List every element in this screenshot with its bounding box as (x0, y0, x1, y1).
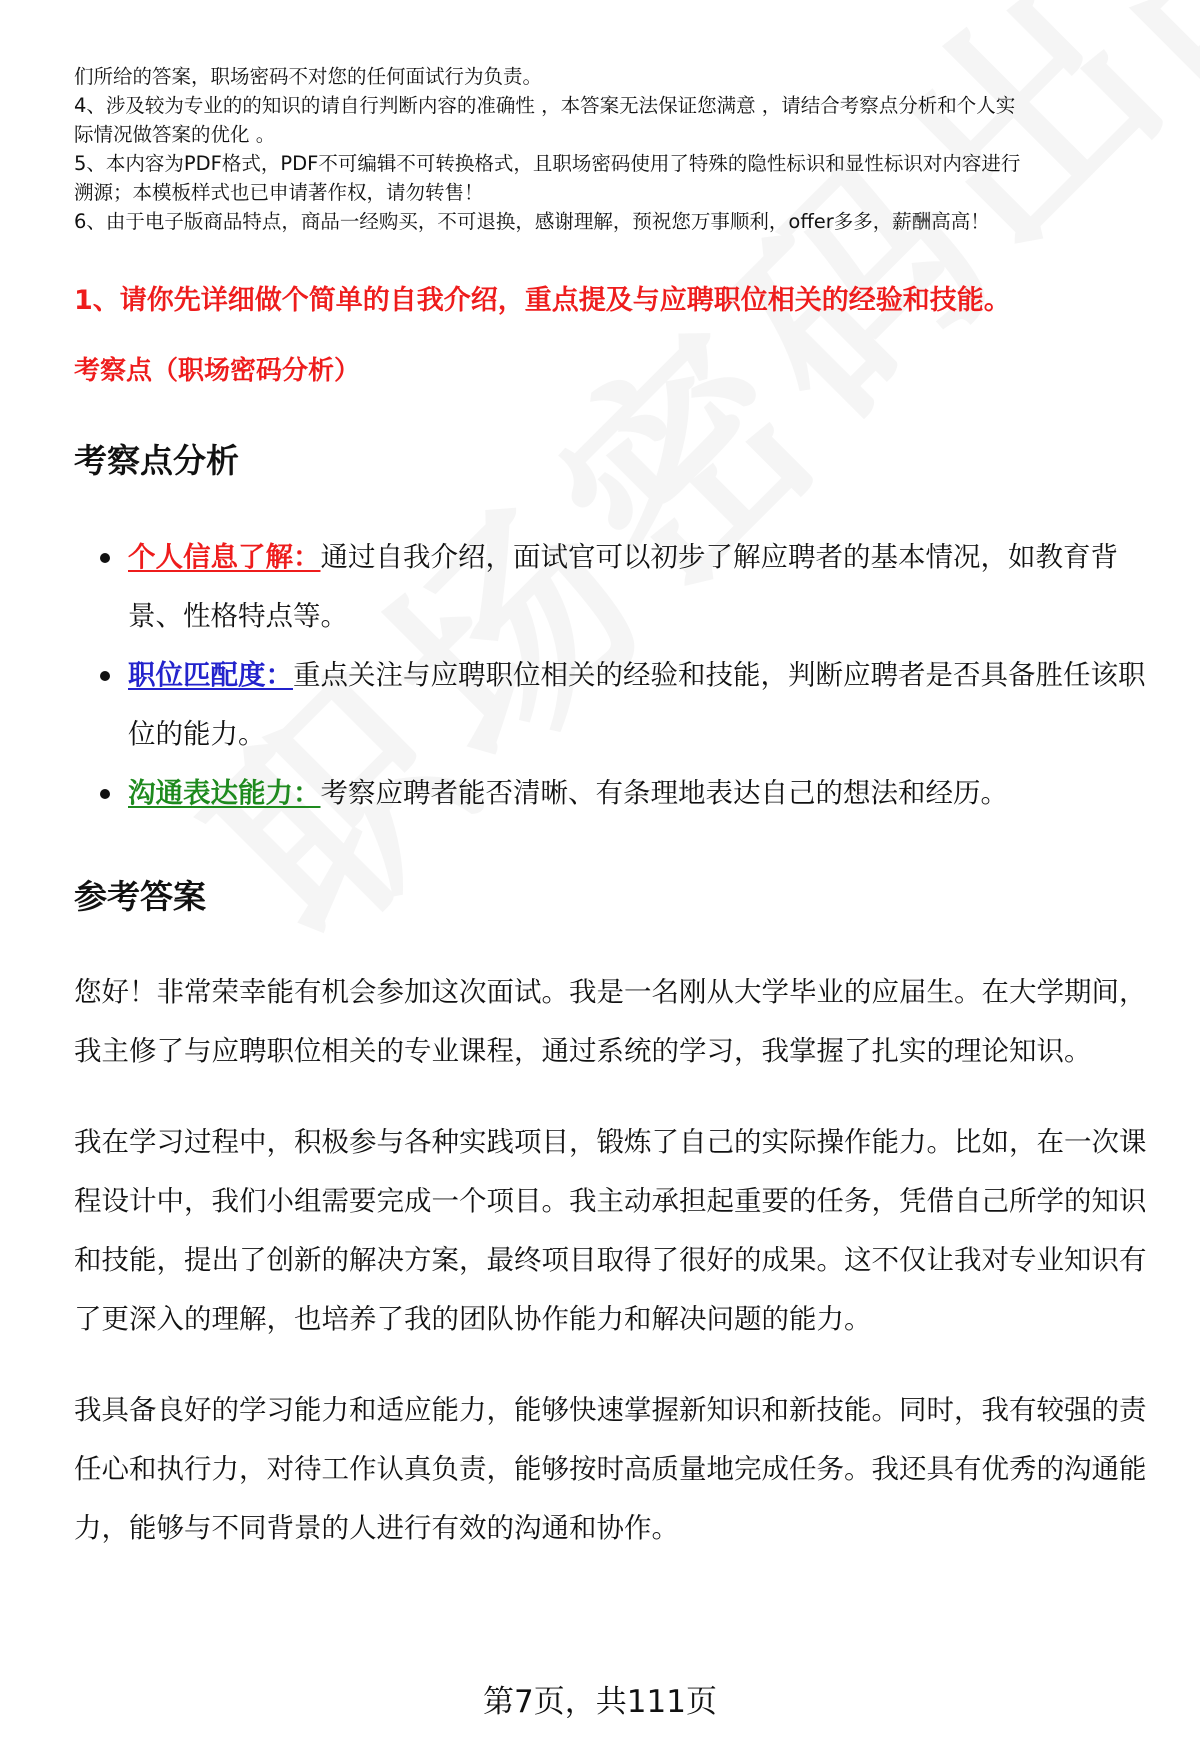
notice-line: 溯源；本模板样式也已申请著作权，请勿转售！ (74, 181, 484, 204)
list-item (128, 646, 1148, 764)
list-item (128, 528, 1148, 646)
notice-block (74, 62, 1164, 236)
point-text: 通过自我介绍，面试官可以初步了解应聘者的基本情况，如教育背景、性格特点等。 (128, 541, 1118, 632)
bullet-dot-icon (100, 789, 110, 799)
answer-paragraph: 您好！非常荣幸能有机会参加这次面试。我是一名刚从大学毕业的应届生。在大学期间，我主修了与应聘职位相关的专业课程，通过系统的学习，我掌握了扎实的理论知识。 (74, 976, 1147, 1067)
point-keyword: 个人信息了解： (128, 541, 321, 573)
notice-line: 们所给的答案，职场密码不对您的任何面试行为负责。 (74, 65, 543, 88)
answer-paragraph: 我具备良好的学习能力和适应能力，能够快速掌握新知识和新技能。同时，我有较强的责任心和执行力，对待工作认真负责，能够按时高质量地完成任务。我还具有优秀的沟通能力，能够与不同背景的人进行有效的沟通和协作。 (74, 1394, 1147, 1544)
answer-body (74, 963, 1154, 1590)
bullet-dot-icon (100, 553, 110, 563)
notice-line: 5、本内容为PDF格式，PDF不可编辑不可转换格式，且职场密码使用了特殊的隐性标识和显性标识对内容进行 (74, 152, 1021, 175)
point-keyword: 沟通表达能力： (128, 777, 321, 809)
list-item (128, 764, 1148, 823)
analysis-list (128, 528, 1148, 823)
analysis-heading: 考察点分析 (74, 441, 239, 480)
page-number: 第7页，共111页 (483, 1684, 717, 1720)
notice-line: 际情况做答案的优化 。 (74, 123, 276, 146)
point-text: 考察应聘者能否清晰、有条理地表达自己的想法和经历。 (320, 777, 1008, 809)
notice-line: 4、涉及较为专业的的知识的请自行判断内容的准确性 ，本答案无法保证您满意 ，请结合考察点分析和个人实 (74, 94, 1016, 117)
bullet-dot-icon (100, 671, 110, 681)
notice-line: 6、由于电子版商品特点，商品一经购买，不可退换，感谢理解，预祝您万事顺利，offer多多，薪酬高高！ (74, 210, 990, 233)
answer-paragraph: 我在学习过程中，积极参与各种实践项目，锻炼了自己的实际操作能力。比如，在一次课程设计中，我们小组需要完成一个项目。我主动承担起重要的任务，凭借自己所学的知识和技能，提出了创新的解决方案，最终项目取得了很好的成果。这不仅让我对专业知识有了更深入的理解，也培养了我的团队协作能力和解决问题的能力。 (74, 1126, 1147, 1335)
point-text: 重点关注与应聘职位相关的经验和技能，判断应聘者是否具备胜任该职位的能力。 (128, 659, 1146, 750)
reference-heading: 参考答案 (74, 877, 206, 916)
point-keyword: 职位匹配度： (128, 659, 293, 691)
question-title: 1、请你先详细做个简单的自我介绍，重点提及与应聘职位相关的经验和技能。 (74, 285, 1011, 316)
exam-point-label: 考察点（职场密码分析） (74, 356, 361, 386)
